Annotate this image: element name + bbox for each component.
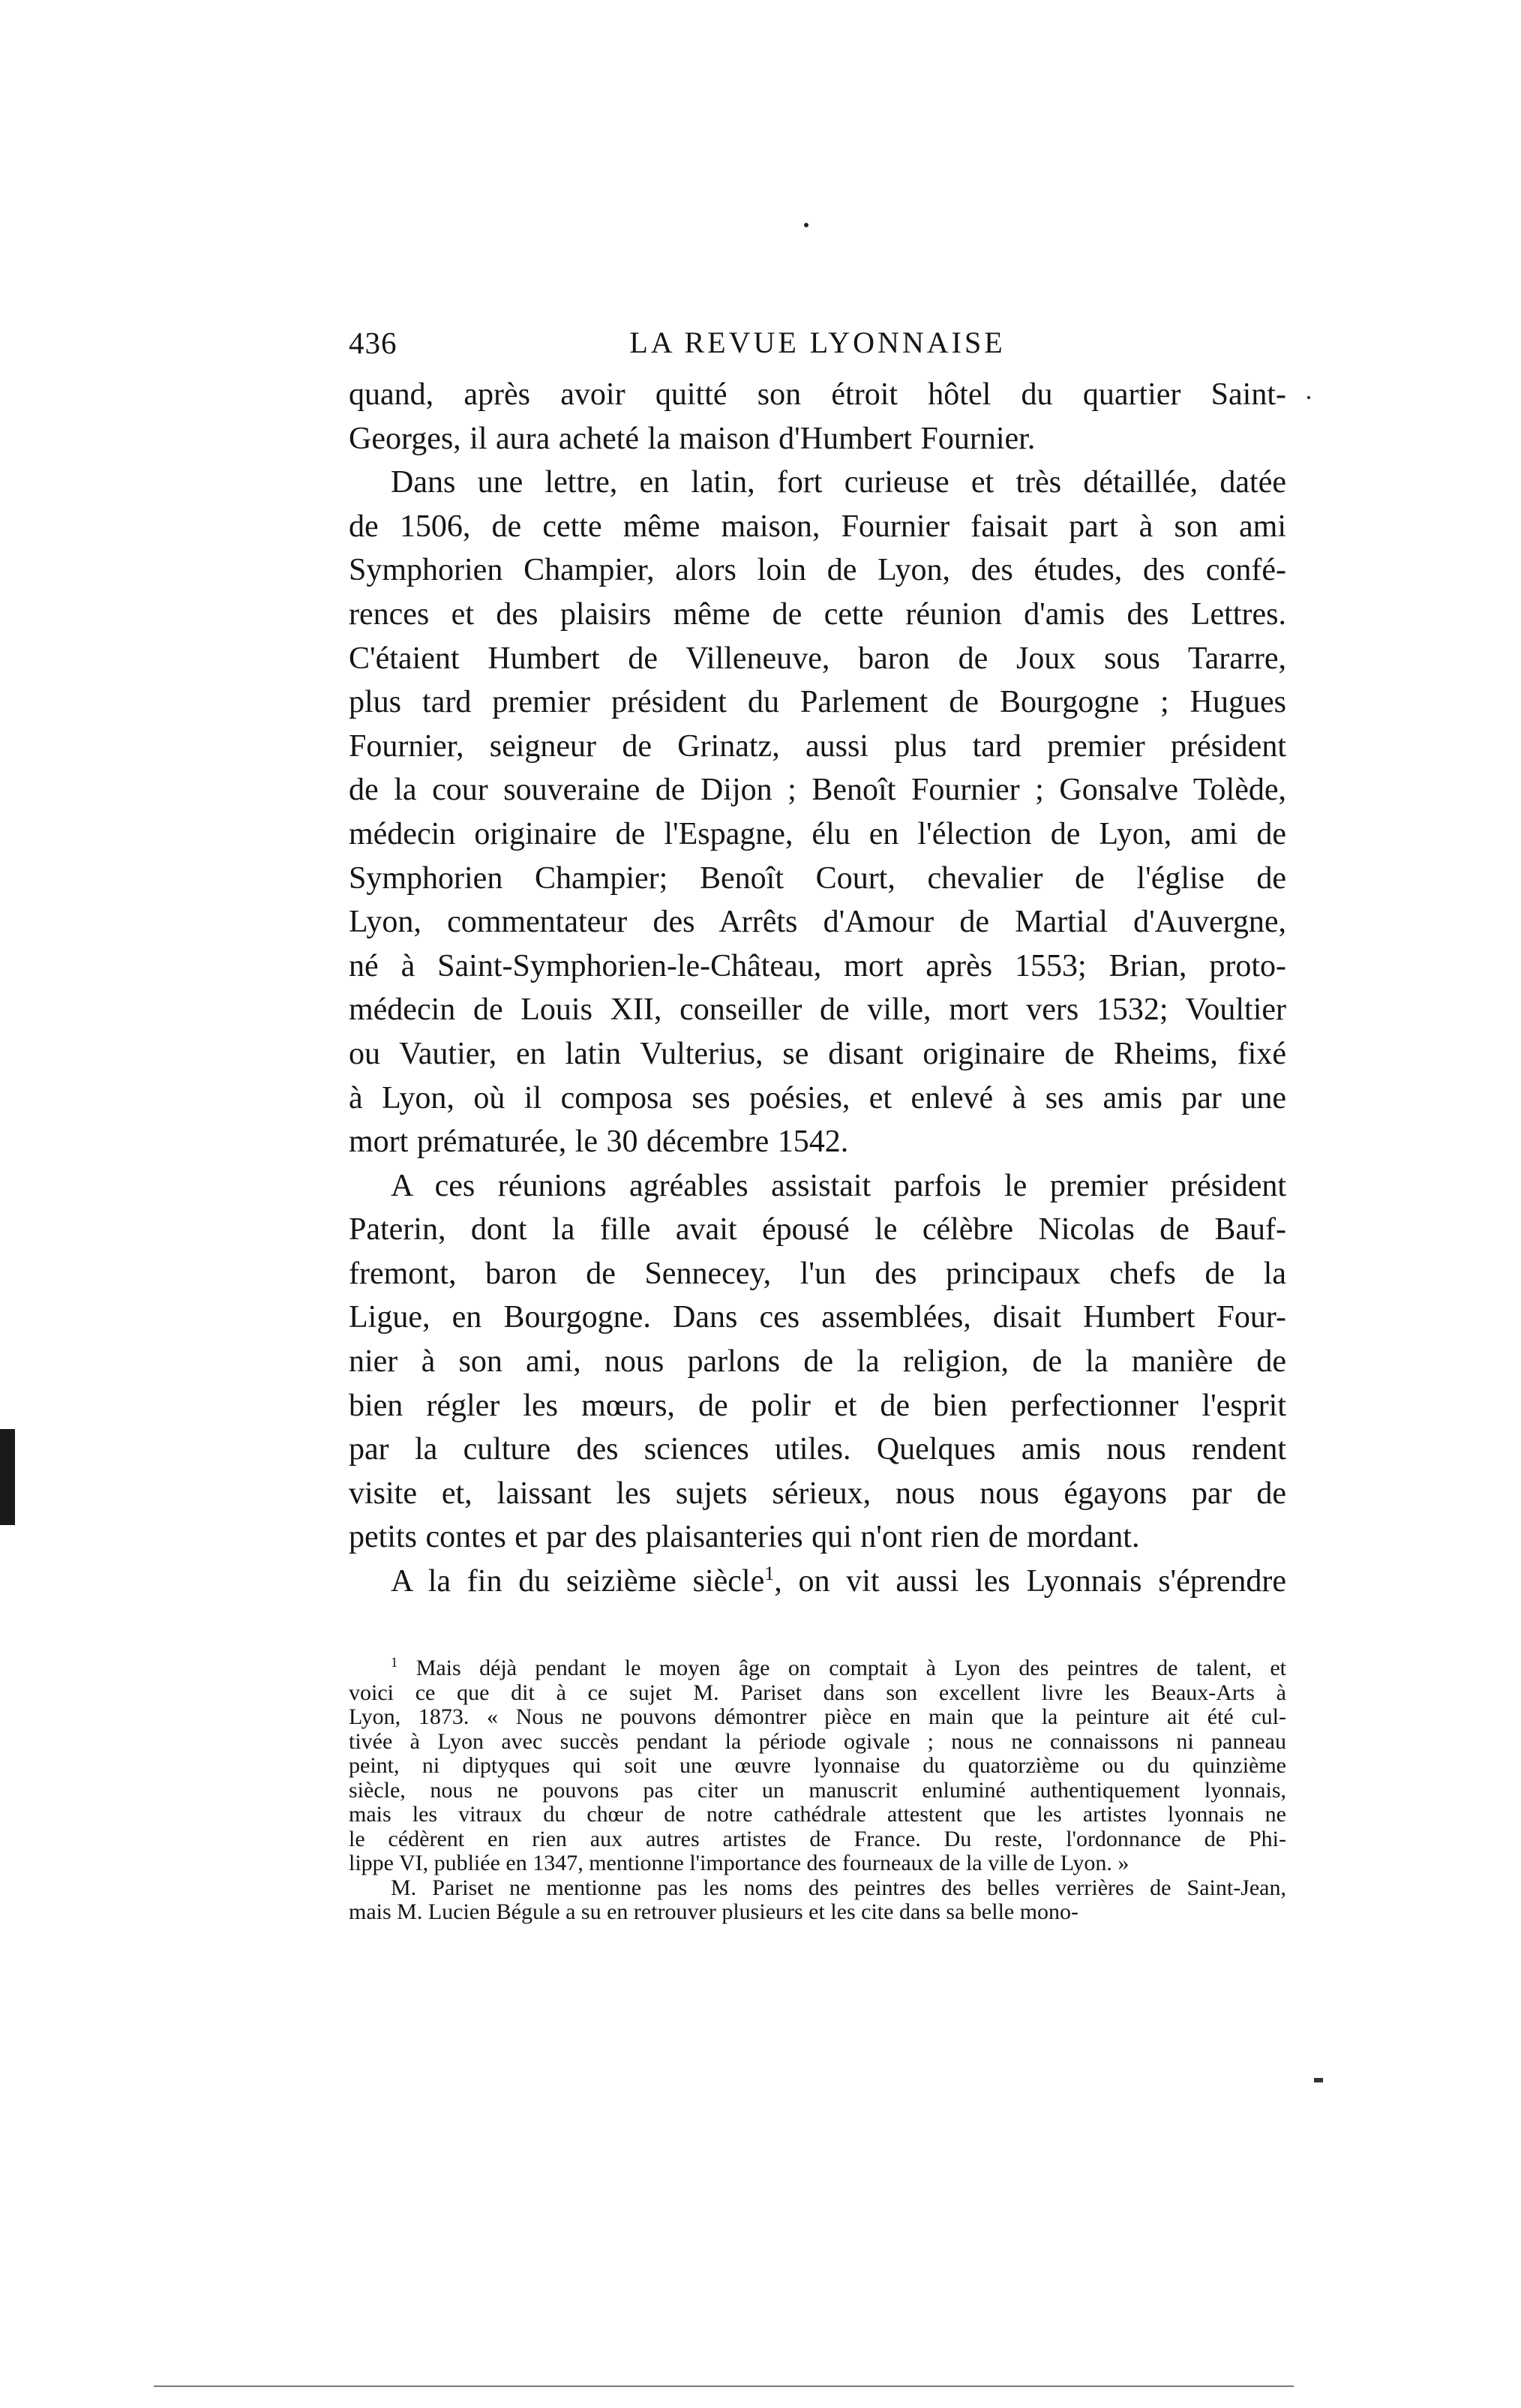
text-line: C'étaient Humbert de Villeneuve, baron de Joux sous Tararre,	[349, 641, 1286, 676]
text-line: bien régler les mœurs, de polir et de bien perfectionner l'esprit	[349, 1388, 1286, 1423]
text-line: à Lyon, où il composa ses poésies, et enlevé à ses amis par une	[349, 1080, 1286, 1115]
footnote-line: mais M. Lucien Bégule a su en retrouver plusieurs et les cite dans sa belle mono-	[349, 1899, 1079, 1924]
text-line: né à Saint-Symphorien-le-Château, mort après 1553; Brian, proto-	[349, 948, 1286, 983]
footnote-mark: 1	[391, 1655, 398, 1671]
text-line: plus tard premier président du Parlement de Bourgogne ; Hugues	[349, 685, 1286, 720]
speck-right-margin	[1307, 396, 1310, 399]
text-line-with-footnote-ref	[349, 1560, 1286, 1604]
running-title: LA REVUE LYONNAISE	[629, 326, 1006, 359]
bottom-rule	[154, 2385, 1294, 2387]
text-line: de 1506, de cette même maison, Fournier faisait part à son ami	[349, 509, 1286, 544]
footnote-line: Lyon, 1873. « Nous ne pouvons démontrer pièce en main que la peinture ait été cul-	[349, 1704, 1286, 1729]
text-line: médecin de Louis XII, conseiller de ville, mort vers 1532; Voultier	[349, 992, 1286, 1028]
running-header	[349, 325, 1286, 370]
text-line: par la culture des sciences utiles. Quelques amis nous rendent	[349, 1432, 1286, 1467]
text-line: médecin originaire de l'Espagne, élu en l'élection de Lyon, ami de	[349, 816, 1286, 851]
footnote-line: mais les vitraux du chœur de notre cathédrale attestent que les artistes lyonnais ne	[349, 1802, 1286, 1827]
footnote-line: peint, ni diptyques qui soit une œuvre lyonnaise du quatorzième ou du quinzième	[349, 1753, 1286, 1778]
text-line: fremont, baron de Sennecey, l'un des principaux chefs de la	[349, 1256, 1286, 1291]
footnote-line: lippe VI, publiée en 1347, mentionne l'importance des fourneaux de la ville de Lyon. »	[349, 1851, 1130, 1875]
body-text	[349, 373, 1286, 1604]
footnote-line: voici ce que dit à ce sujet M. Pariset dans son excellent livre les Beaux-Arts à	[349, 1680, 1286, 1705]
page-number: 436	[349, 326, 398, 360]
text-line: Georges, il aura acheté la maison d'Humbert Fournier.	[349, 421, 1036, 456]
right-margin-mark	[1314, 2078, 1323, 2082]
footnotes	[349, 1656, 1286, 1925]
text-line: A ces réunions agréables assistait parfois le premier président	[391, 1168, 1286, 1203]
text-line: Fournier, seigneur de Grinatz, aussi plus tard premier président	[349, 728, 1286, 764]
text-line: rences et des plaisirs même de cette réunion d'amis des Lettres.	[349, 596, 1286, 632]
text-line: Symphorien Champier, alors loin de Lyon, des études, des confé-	[349, 553, 1286, 588]
footnote-line: siècle, nous ne pouvons pas citer un manuscrit enluminé authentiquement lyonnais,	[349, 1777, 1286, 1803]
footnote-line: tivée à Lyon avec succès pendant la période ogivale ; nous ne connaissons ni panneau	[349, 1728, 1286, 1754]
text-line: de la cour souveraine de Dijon ; Benoît Fournier ; Gonsalve Tolède,	[349, 773, 1286, 808]
text-line: Lyon, commentateur des Arrêts d'Amour de Martial d'Auvergne,	[349, 905, 1286, 940]
text-line: Ligue, en Bourgogne. Dans ces assemblées, disait Humbert Four-	[349, 1300, 1286, 1335]
text-line: Symphorien Champier; Benoît Court, chevalier de l'église de	[349, 860, 1286, 896]
text-line: Paterin, dont la fille avait épousé le célèbre Nicolas de Bauf-	[349, 1212, 1286, 1248]
text-line: visite et, laissant les sujets sérieux, nous nous égayons par de	[349, 1476, 1286, 1511]
footnote-line	[349, 1656, 1286, 1681]
left-margin-mark	[0, 1429, 15, 1525]
footnote-text: Mais déjà pendant le moyen âge on comptait à Lyon des peintres de talent, et	[416, 1656, 1286, 1680]
footnote-line: M. Pariset ne mentionne pas les noms des peintres des belles verrières de Saint-Jean,	[391, 1875, 1286, 1900]
text-segment: , on vit aussi les Lyonnais s'éprendre	[774, 1564, 1287, 1599]
speck-top	[804, 223, 808, 227]
footnote-line: le cédèrent en rien aux autres artistes de France. Du reste, l'ordonnance de Phi-	[349, 1826, 1286, 1851]
text-line: mort prématurée, le 30 décembre 1542.	[349, 1124, 849, 1160]
text-line: ou Vautier, en latin Vulterius, se disant originaire de Rheims, fixé	[349, 1036, 1286, 1071]
text-line: quand, après avoir quitté son étroit hôtel du quartier Saint-	[349, 377, 1286, 412]
text-line: petits contes et par des plaisanteries qui n'ont rien de mordant.	[349, 1520, 1140, 1555]
footnote-reference: 1	[764, 1563, 775, 1585]
text-segment: A la fin du seizième siècle	[391, 1564, 765, 1599]
text-line: nier à son ami, nous parlons de la religion, de la manière de	[349, 1344, 1286, 1380]
text-line: Dans une lettre, en latin, fort curieuse et très détaillée, datée	[391, 465, 1286, 500]
